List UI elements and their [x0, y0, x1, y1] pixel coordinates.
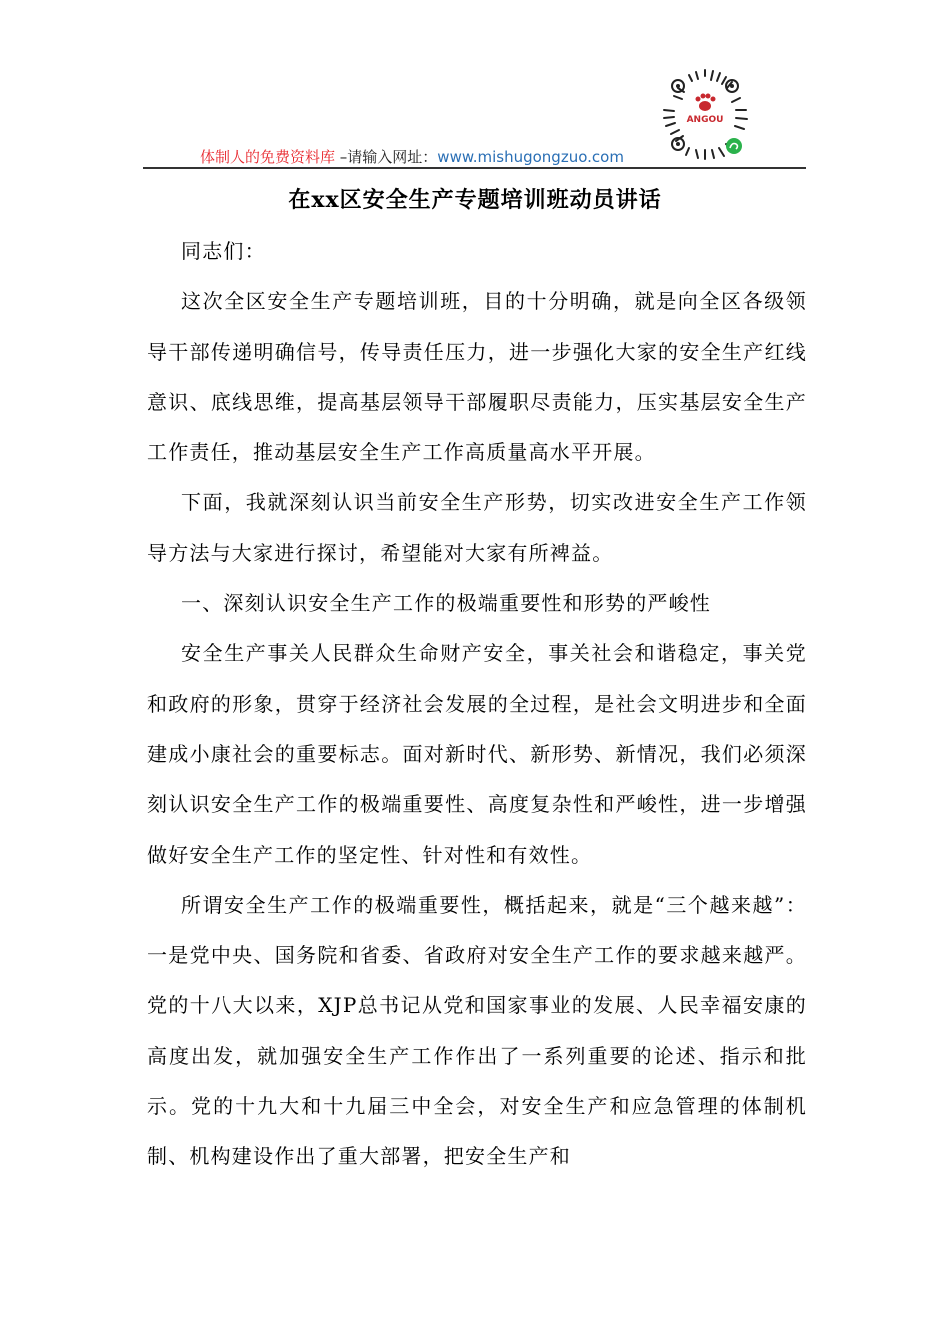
header-divider	[143, 167, 806, 169]
header-separator-text: –请输入网址：	[335, 148, 438, 166]
header-url-link[interactable]: www.mishugongzuo.com	[437, 148, 624, 166]
document-title: 在xx区安全生产专题培训班动员讲话	[288, 187, 662, 213]
paragraph: 安全生产事关人民群众生命财产安全，事关社会和谐稳定，事关党和政府的形象，贯穿于经济社会发展的全过程，是社会文明进步和全面建成小康社会的重要标志。面对新时代、新形势、新情况，我们必须深刻认识安全生产工作的极端重要性、高度复杂性和严峻性，进一步增强做好安全生产工作的坚定性、针对性和有效性。	[147, 641, 807, 867]
paragraph: 下面，我就深刻认识当前安全生产形势，切实改进安全生产工作领导方法与大家进行探讨，希望能对大家有所裨益。	[147, 490, 807, 565]
salutation: 同志们：	[181, 239, 266, 263]
paragraph: 这次全区安全生产专题培训班，目的十分明确，就是向全区各级领导干部传递明确信号，传导责任压力，进一步强化大家的安全生产红线意识、底线思维，提高基层领导干部履职尽责能力，压实基层安全生产工作责任，推动基层安全生产工作高质量高水平开展。	[147, 289, 807, 465]
qr-code-icon	[656, 66, 754, 164]
paragraph: 所谓安全生产工作的极端重要性，概括起来，就是“三个越来越”：一是党中央、国务院和省委、省政府对安全生产工作的要求越来越严。党的十八大以来，XJP总书记从党和国家事业的发展、人民幸福安康的高度出发，就加强安全生产工作作出了一系列重要的论述、指示和批示。党的十九大和十九届三中全会，对安全生产和应急管理的体制机制、机构建设作出了重大部署，把安全生产和	[147, 892, 807, 1169]
header-brand-text: 体制人的免费资料库	[200, 148, 336, 166]
qr-label: ANGOU	[686, 115, 724, 125]
section-heading: 一、深刻认识安全生产工作的极端重要性和形势的严峻性	[181, 591, 711, 616]
document-body	[147, 226, 807, 1182]
header-banner	[200, 146, 624, 167]
